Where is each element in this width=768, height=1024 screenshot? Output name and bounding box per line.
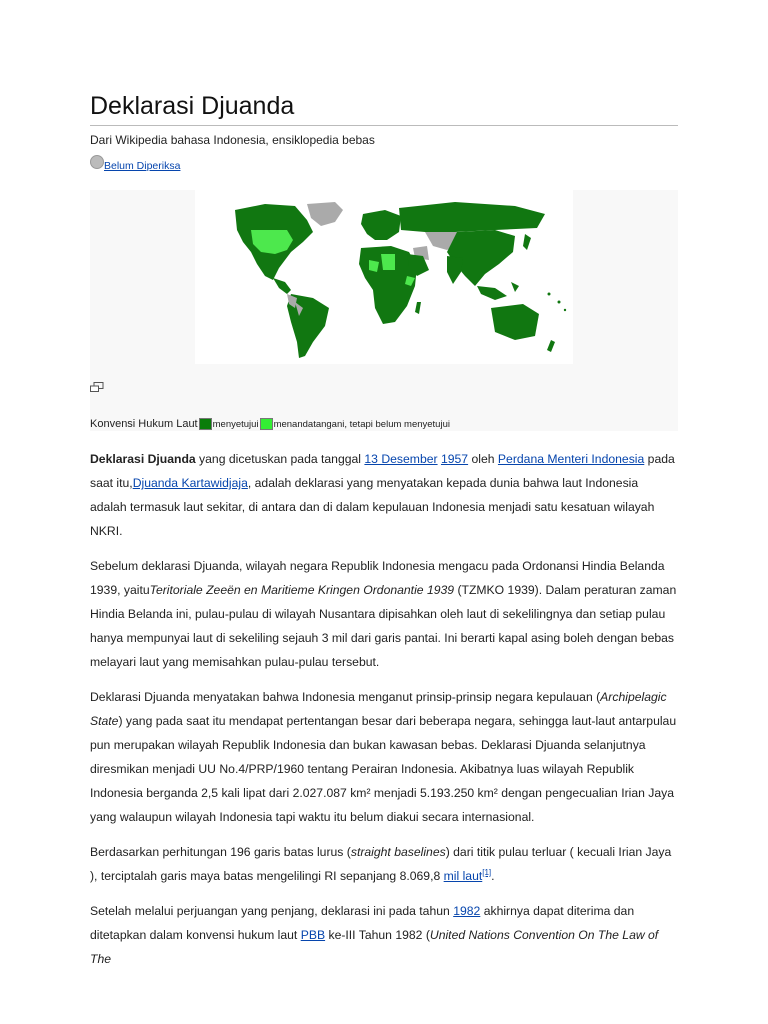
text: akhirnya dapat diterima dan ditetapkan dalam konvensi hukum laut	[90, 904, 635, 942]
italic-text: Archipelagic State	[90, 690, 667, 728]
text: (TZMKO 1939). Dalam peraturan zaman Hindia Belanda ini, pulau-pulau di wilayah Nusantara dipisahkan oleh laut di sekelilingnya dan setiap pulau hanya mempunyai laut di sekeliling sejauh 3 mil dari garis pantai. Ini berarti kapal asing boleh dengan bebas melayari laut yang memisahkan pulau-pulau tersebut.	[90, 583, 677, 669]
review-status-link[interactable]: Belum Diperiksa	[104, 160, 181, 172]
legend-swatch-signed	[260, 418, 273, 430]
paragraph-5	[90, 899, 678, 971]
legend-label-signed: menandatangani, tetapi belum menyetujui	[273, 418, 450, 430]
paragraph-3	[90, 685, 678, 829]
italic-text: United Nations Convention On The Law of The	[90, 928, 659, 966]
text: oleh	[468, 452, 498, 466]
italic-text: straight baselines	[350, 845, 446, 859]
text: yang dicetuskan pada tanggal	[195, 452, 365, 466]
link-mil-laut[interactable]: mil laut	[443, 869, 483, 883]
link-perdana-menteri[interactable]: Perdana Menteri Indonesia	[497, 452, 645, 466]
italic-text: Teritoriale Zeeën en Maritieme Kringen Ordonantie 1939	[149, 583, 455, 597]
text: Sebelum deklarasi Djuanda, wilayah negara Republik Indonesia mengacu pada Ordonansi Hindia Belanda 1939, yaitu	[90, 559, 665, 597]
text: , adalah deklarasi yang menyatakan kepada dunia bahwa laut Indonesia adalah termasuk laut sekitar, di antara dan di dalam kepulauan Indonesia menjadi satu kesatuan wilayah NKRI.	[90, 476, 655, 538]
link-1957[interactable]: 1957	[440, 452, 469, 466]
link-1982[interactable]: 1982	[453, 904, 481, 918]
world-map-image[interactable]	[195, 190, 573, 364]
map-figure	[90, 190, 678, 431]
text: ) yang pada saat itu mendapat pertentangan besar dari beberapa negara, sehingga laut-laut antarpulau pun merupakan wilayah Republik Indonesia dan bukan kawasan bebas. Deklarasi Djuanda selanjutnya diresmikan menjadi UU No.4/PRP/1960 tentang Perairan Indonesia. Akibatnya luas wilayah Republik Indonesia berganda 2,5 kali lipat dari 2.027.087 km² menjadi 5.193.250 km² dengan pengecualian Irian Jaya yang walaupun wilayah Indonesia tapi waktu itu belum diakui secara internasional.	[90, 714, 677, 824]
paragraph-4	[90, 840, 678, 888]
citation-link[interactable]: [1]	[482, 867, 492, 877]
article-subject: Deklarasi Djuanda	[90, 452, 196, 466]
text: Setelah melalui perjuangan yang penjang, deklarasi ini pada tahun	[90, 904, 454, 918]
caption-title: Konvensi Hukum Laut	[90, 418, 198, 430]
article-body	[90, 447, 678, 982]
text: .	[491, 869, 495, 883]
text: Berdasarkan perhitungan 196 garis batas lurus (	[90, 845, 351, 859]
figure-caption	[90, 418, 450, 430]
review-status-icon	[90, 155, 104, 169]
legend-swatch-ratified	[199, 418, 212, 430]
review-status	[90, 158, 180, 172]
text: pada saat itu,	[90, 452, 675, 490]
page-title: Deklarasi Djuanda	[90, 92, 678, 126]
link-13-desember[interactable]: 13 Desember	[364, 452, 438, 466]
paragraph-1	[90, 447, 678, 543]
text: ) dari titik pulau terluar ( kecuali Irian Jaya ), terciptalah garis maya batas mengelilingi RI sepanjang 8.069,8	[90, 845, 672, 883]
paragraph-2	[90, 554, 678, 674]
legend-label-ratified: menyetujui	[212, 418, 259, 430]
text: Deklarasi Djuanda menyatakan bahwa Indonesia menganut prinsip-prinsip negara kepulauan (	[90, 690, 601, 704]
enlarge-icon[interactable]	[90, 382, 104, 392]
text: ke-III Tahun 1982 (	[325, 928, 430, 942]
link-pbb[interactable]: PBB	[300, 928, 326, 942]
site-subtitle: Dari Wikipedia bahasa Indonesia, ensiklopedia bebas	[90, 133, 375, 147]
link-djuanda-kartawidjaja[interactable]: Djuanda Kartawidjaja	[132, 476, 248, 490]
